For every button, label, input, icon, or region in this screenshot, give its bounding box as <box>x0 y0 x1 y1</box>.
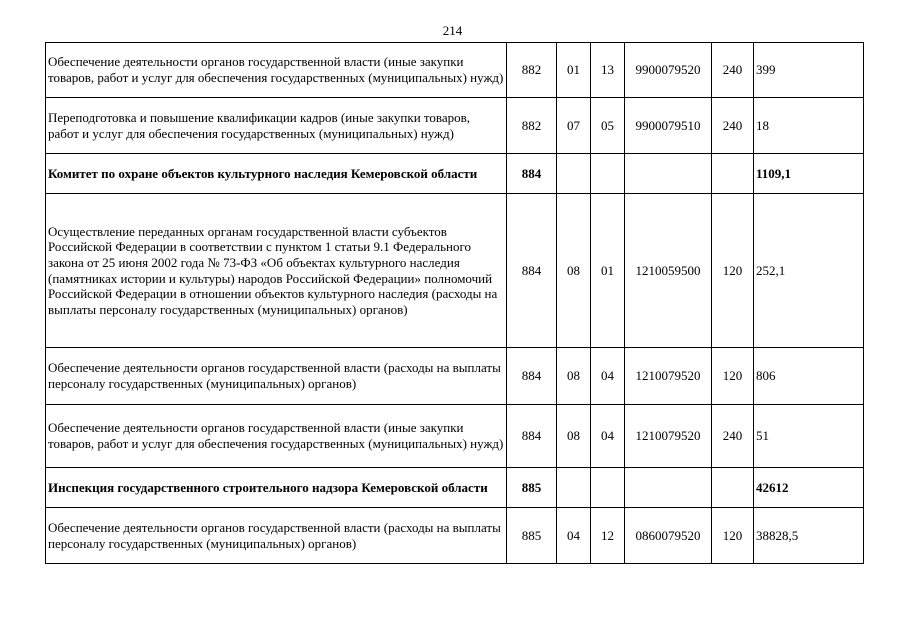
target-article-code: 1210079520 <box>625 348 712 405</box>
row-description: Обеспечение деятельности органов государственной власти (расходы на выплаты персоналу государственных (муниципальных) органов) <box>46 348 507 405</box>
subsection-code: 12 <box>591 508 625 564</box>
expense-type-code: 240 <box>712 98 754 154</box>
target-article-code <box>625 468 712 508</box>
subsection-code <box>591 468 625 508</box>
ministry-code: 885 <box>507 508 557 564</box>
subsection-code: 13 <box>591 43 625 98</box>
target-article-code: 9900079520 <box>625 43 712 98</box>
amount: 51 <box>754 405 864 468</box>
section-code: 08 <box>557 405 591 468</box>
row-description: Осуществление переданных органам государственной власти субъектов Российской Федерации в соответствии с пунктом 1 статьи 9.1 Федерального закона от 25 июня 2002 года № 73-ФЗ «Об объектах культурного наследия (памятниках истории и культуры) народов Российской Федерации» полномочий Российской Федерации в отношении объектов культурного наследия (расходы на выплаты персоналу государственных (муниципальных) органов) <box>46 194 507 348</box>
section-code <box>557 154 591 194</box>
subsection-code: 01 <box>591 194 625 348</box>
row-description: Переподготовка и повышение квалификации кадров (иные закупки товаров, работ и услуг для обеспечения государственных (муниципальных) нужд) <box>46 98 507 154</box>
ministry-code: 884 <box>507 405 557 468</box>
budget-table <box>45 42 864 564</box>
section-code: 07 <box>557 98 591 154</box>
subsection-code: 05 <box>591 98 625 154</box>
expense-type-code <box>712 154 754 194</box>
row-description: Обеспечение деятельности органов государственной власти (иные закупки товаров, работ и услуг для обеспечения государственных (муниципальных) нужд) <box>46 405 507 468</box>
amount: 38828,5 <box>754 508 864 564</box>
section-code: 08 <box>557 348 591 405</box>
subsection-code: 04 <box>591 405 625 468</box>
target-article-code: 0860079520 <box>625 508 712 564</box>
table-row <box>46 43 864 98</box>
ministry-code: 884 <box>507 194 557 348</box>
expense-type-code: 240 <box>712 43 754 98</box>
amount: 806 <box>754 348 864 405</box>
amount: 399 <box>754 43 864 98</box>
amount: 252,1 <box>754 194 864 348</box>
expense-type-code <box>712 468 754 508</box>
target-article-code: 1210079520 <box>625 405 712 468</box>
subsection-code: 04 <box>591 348 625 405</box>
section-code: 01 <box>557 43 591 98</box>
amount: 42612 <box>754 468 864 508</box>
expense-type-code: 120 <box>712 348 754 405</box>
ministry-code: 884 <box>507 348 557 405</box>
expense-type-code: 120 <box>712 508 754 564</box>
table-row-section-header <box>46 468 864 508</box>
expense-type-code: 240 <box>712 405 754 468</box>
ministry-code: 885 <box>507 468 557 508</box>
amount: 18 <box>754 98 864 154</box>
target-article-code <box>625 154 712 194</box>
target-article-code: 9900079510 <box>625 98 712 154</box>
row-description: Обеспечение деятельности органов государственной власти (расходы на выплаты персоналу государственных (муниципальных) органов) <box>46 508 507 564</box>
section-code <box>557 468 591 508</box>
table-row <box>46 405 864 468</box>
table-row <box>46 508 864 564</box>
table-row <box>46 98 864 154</box>
amount: 1109,1 <box>754 154 864 194</box>
ministry-code: 882 <box>507 98 557 154</box>
ministry-code: 884 <box>507 154 557 194</box>
section-code: 04 <box>557 508 591 564</box>
target-article-code: 1210059500 <box>625 194 712 348</box>
table-row <box>46 194 864 348</box>
section-code: 08 <box>557 194 591 348</box>
ministry-code: 882 <box>507 43 557 98</box>
row-description: Инспекция государственного строительного надзора Кемеровской области <box>46 468 507 508</box>
expense-type-code: 120 <box>712 194 754 348</box>
row-description: Комитет по охране объектов культурного наследия Кемеровской области <box>46 154 507 194</box>
row-description: Обеспечение деятельности органов государственной власти (иные закупки товаров, работ и услуг для обеспечения государственных (муниципальных) нужд) <box>46 43 507 98</box>
table-row-section-header <box>46 154 864 194</box>
subsection-code <box>591 154 625 194</box>
page-number: 214 <box>442 23 463 38</box>
table-row <box>46 348 864 405</box>
